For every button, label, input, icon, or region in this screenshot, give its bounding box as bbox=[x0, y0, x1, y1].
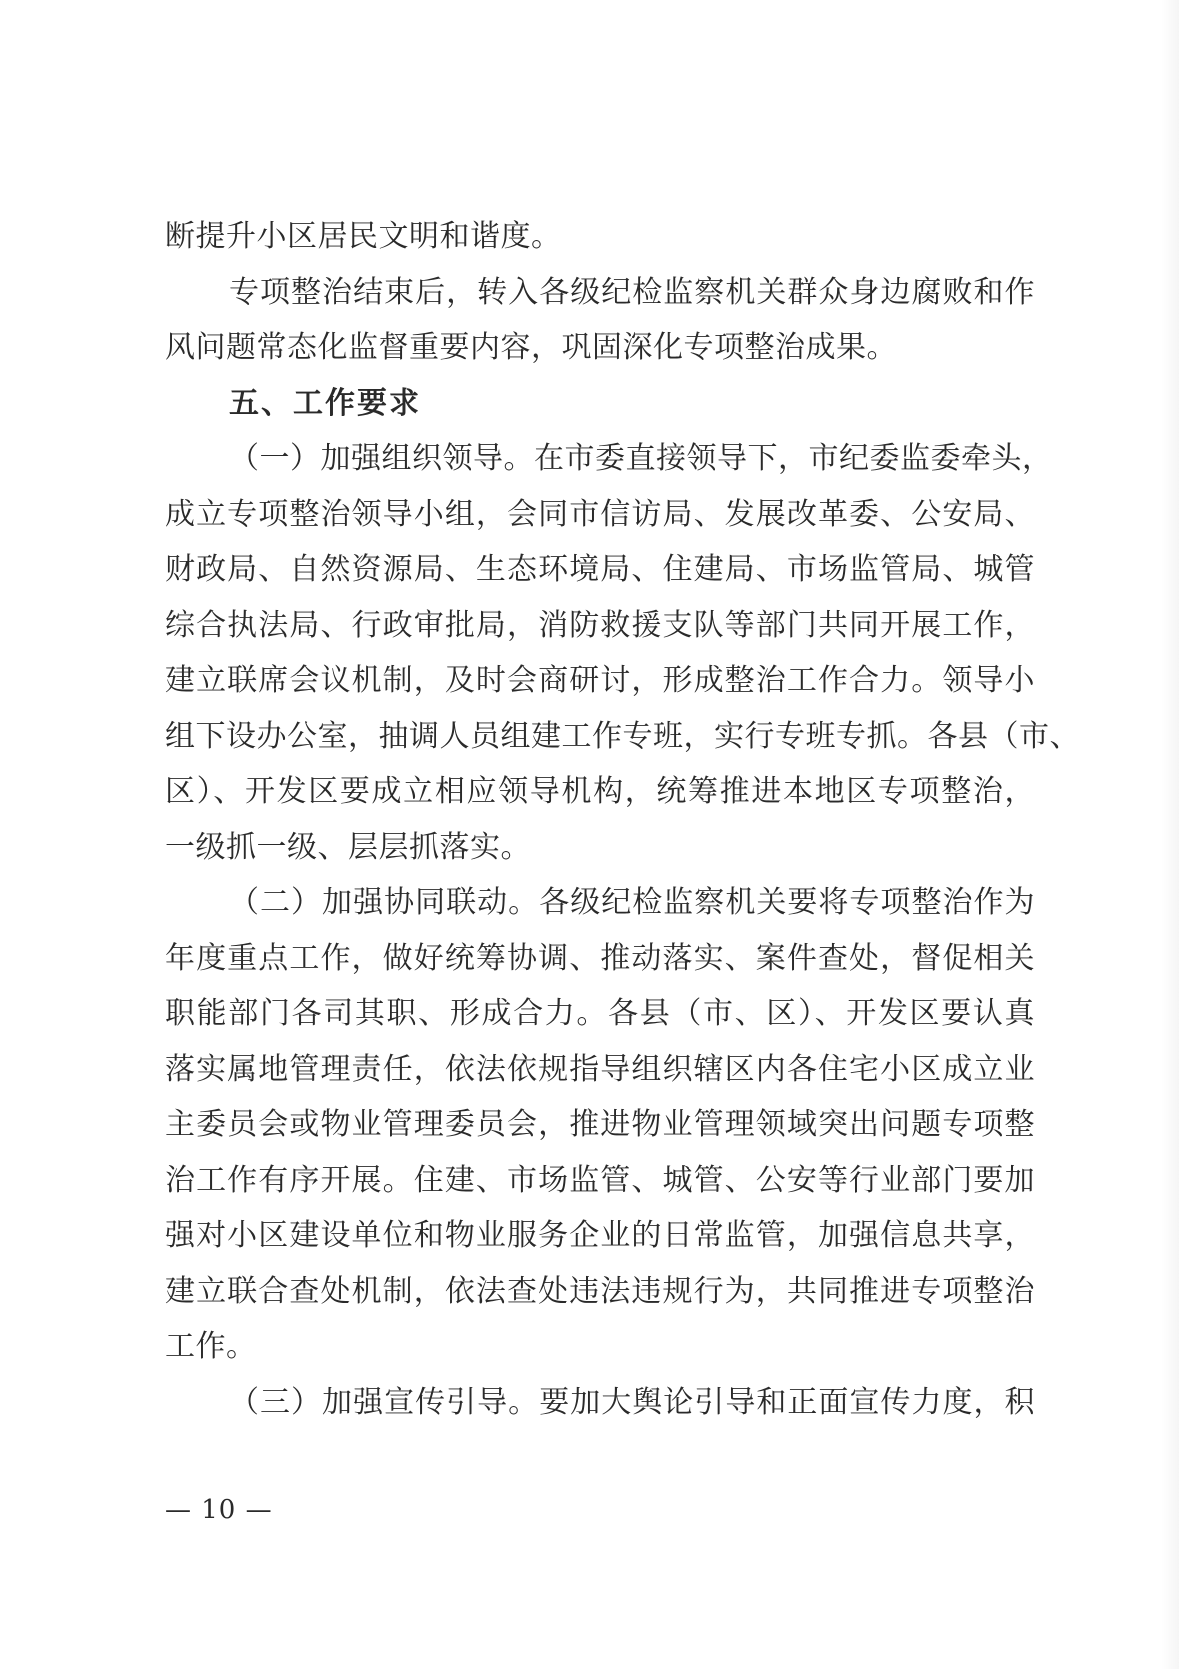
page-number: — 10 — bbox=[165, 1495, 273, 1525]
document-body bbox=[165, 209, 1080, 1430]
text-line: （三）加强宣传引导。要加大舆论引导和正面宣传力度，积 bbox=[229, 1384, 1035, 1420]
text-line: 断提升小区居民文明和谐度。 bbox=[165, 219, 562, 254]
text-line: 年度重点工作，做好统筹协调、推动落实、案件查处，督促相关 bbox=[165, 940, 1035, 976]
section-heading: 五、工作要求 bbox=[229, 385, 421, 421]
text-line: 治工作有序开展。住建、市场监管、城管、公安等行业部门要加 bbox=[165, 1162, 1035, 1198]
text-line: 综合执法局、行政审批局，消防救援支队等部门共同开展工作， bbox=[165, 607, 1035, 643]
text-line: 专项整治结束后，转入各级纪检监察机关群众身边腐败和作 bbox=[229, 274, 1035, 310]
text-line: 职能部门各司其职、形成合力。各县（市、区）、开发区要认真 bbox=[165, 996, 1035, 1031]
text-line: 建立联席会议机制，及时会商研讨，形成整治工作合力。领导小 bbox=[165, 663, 1035, 698]
text-line: 区）、开发区要成立相应领导机构，统筹推进本地区专项整治， bbox=[165, 774, 1035, 809]
text-line: 财政局、自然资源局、生态环境局、住建局、市场监管局、城管 bbox=[165, 552, 1035, 587]
text-line: 工作。 bbox=[165, 1329, 257, 1364]
text-line: 强对小区建设单位和物业服务企业的日常监管，加强信息共享， bbox=[165, 1218, 1035, 1253]
text-line: （二）加强协同联动。各级纪检监察机关要将专项整治作为 bbox=[229, 885, 1035, 920]
text-line: 落实属地管理责任，依法依规指导组织辖区内各住宅小区成立业 bbox=[165, 1051, 1035, 1087]
text-line: 一级抓一级、层层抓落实。 bbox=[165, 829, 531, 865]
page-edge-shadow bbox=[1161, 0, 1179, 1669]
text-line: 主委员会或物业管理委员会，推进物业管理领域突出问题专项整 bbox=[165, 1107, 1035, 1142]
text-line: 风问题常态化监督重要内容，巩固深化专项整治成果。 bbox=[165, 330, 897, 365]
text-line: 成立专项整治领导小组，会同市信访局、发展改革委、公安局、 bbox=[165, 496, 1035, 532]
text-line: 建立联合查处机制，依法查处违法违规行为，共同推进专项整治 bbox=[165, 1273, 1035, 1309]
text-line: （一）加强组织领导。在市委直接领导下，市纪委监委牵头， bbox=[229, 441, 1053, 476]
text-line: 组下设办公室，抽调人员组建工作专班，实行专班专抓。各县（市、 bbox=[165, 718, 1080, 754]
